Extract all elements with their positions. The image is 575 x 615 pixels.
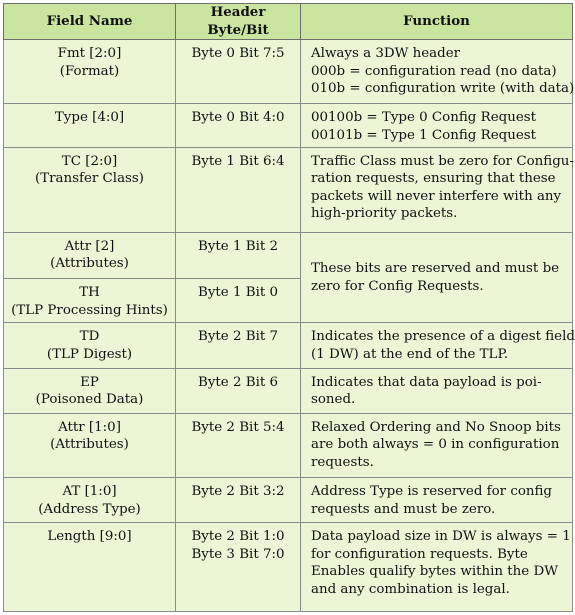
table-row (4, 523, 573, 612)
function-cell-line: packets will never interfere with any (311, 188, 562, 204)
byte-bit-cell (176, 104, 301, 147)
function-cell-line: Data payload size in DW is always = 1 (311, 529, 571, 545)
field-name-cell (4, 40, 176, 104)
byte-bit-cell-line: Byte 2 Bit 1:0 (191, 529, 285, 545)
byte-bit-cell-line: Byte 1 Bit 2 (197, 238, 279, 254)
field-name-cell-line: (Transfer Class) (34, 171, 145, 187)
function-cell-line: are both always = 0 in configuration (311, 437, 560, 453)
function-cell-line: zero for Config Requests. (311, 278, 484, 294)
function-cell-line: requests and must be zero. (311, 501, 496, 517)
field-name-cell-line: Attr [1:0] (58, 419, 121, 435)
table-row (4, 413, 573, 477)
field-name-cell (4, 232, 176, 278)
function-cell-line: soned. (311, 392, 356, 408)
function-cell-line: Relaxed Ordering and No Snoop bits (311, 419, 561, 435)
field-name-cell-line: (Poisoned Data) (35, 392, 144, 408)
field-name-cell (4, 279, 176, 323)
function-cell (301, 478, 573, 523)
header-function: Function (301, 4, 573, 40)
byte-bit-cell-line: Byte 2 Bit 5:4 (191, 419, 285, 435)
function-cell-line: Traffic Class must be zero for Configu- (311, 153, 574, 169)
field-name-cell-line: (Address Type) (38, 501, 141, 517)
function-cell (301, 523, 573, 612)
function-cell (301, 147, 573, 232)
field-name-cell (4, 323, 176, 368)
field-name-cell (4, 368, 176, 413)
function-cell (301, 232, 573, 322)
function-cell-line: high-priority packets. (311, 206, 458, 222)
byte-bit-cell (176, 147, 301, 232)
byte-bit-cell-line: Byte 0 Bit 7:5 (191, 46, 285, 61)
function-cell-line: These bits are reserved and must be (311, 261, 560, 277)
table-body (4, 40, 573, 612)
function-cell (301, 323, 573, 368)
byte-bit-cell-line: Byte 3 Bit 7:0 (191, 546, 285, 562)
table-row (4, 147, 573, 232)
byte-bit-cell-line: Byte 0 Bit 4:0 (191, 110, 285, 126)
field-name-cell-line: TC [2:0] (61, 153, 118, 169)
function-cell-line: (1 DW) at the end of the TLP. (311, 346, 508, 362)
byte-bit-cell (176, 368, 301, 413)
field-name-cell-line: TH (79, 285, 100, 301)
byte-bit-cell (176, 232, 301, 278)
function-cell-line: ration requests, ensuring that these (311, 171, 556, 187)
table-row (4, 104, 573, 147)
field-name-cell-line: TD (79, 329, 100, 345)
function-cell-line: Enables qualify bytes within the DW (311, 564, 558, 580)
field-name-cell (4, 478, 176, 523)
field-name-cell-line: (Attributes) (50, 256, 129, 272)
field-name-cell-line: (TLP Processing Hints) (11, 302, 168, 318)
field-name-cell-line: Length [9:0] (47, 529, 132, 545)
field-name-cell (4, 523, 176, 612)
field-name-cell-line: (TLP Digest) (46, 346, 133, 362)
function-cell-line: Address Type is reserved for config (311, 484, 553, 500)
field-name-cell (4, 413, 176, 477)
function-cell (301, 413, 573, 477)
byte-bit-cell (176, 40, 301, 104)
table-header-row (4, 4, 573, 40)
byte-bit-cell (176, 279, 301, 323)
field-name-cell-line: Attr [2] (64, 238, 115, 254)
function-cell-line: for configuration requests. Byte (311, 546, 528, 562)
function-cell-line: 00100b = Type 0 Config Request (311, 110, 536, 126)
field-name-cell-line: (Attributes) (50, 437, 129, 453)
function-cell-line: Always a 3DW header (311, 46, 461, 61)
table-row (4, 323, 573, 368)
function-cell-line: 00101b = Type 1 Config Request (311, 127, 536, 143)
field-name-cell (4, 147, 176, 232)
byte-bit-cell-line: Byte 2 Bit 7 (197, 329, 279, 345)
function-cell-line: 010b = configuration write (with data) (311, 81, 575, 96)
field-name-cell-line: Type [4:0] (54, 110, 125, 126)
table-row (4, 40, 573, 104)
byte-bit-cell (176, 523, 301, 612)
field-name-cell-line: Fmt [2:0] (57, 46, 122, 61)
byte-bit-cell (176, 413, 301, 477)
table-row (4, 478, 573, 523)
field-name-cell-line: AT [1:0] (62, 484, 117, 500)
header-byte-bit: Header Byte/Bit (176, 4, 301, 40)
function-cell-line: Indicates the presence of a digest field (311, 329, 575, 345)
byte-bit-cell (176, 323, 301, 368)
function-cell-line: Indicates that data payload is poi- (311, 374, 542, 390)
field-name-cell-line: EP (80, 374, 99, 390)
byte-bit-cell-line: Byte 2 Bit 6 (197, 374, 279, 390)
function-cell (301, 40, 573, 104)
byte-bit-cell-line: Byte 1 Bit 0 (197, 285, 279, 301)
function-cell (301, 368, 573, 413)
table-row (4, 368, 573, 413)
function-cell-line: 000b = configuration read (no data) (311, 63, 557, 79)
byte-bit-cell-line: Byte 1 Bit 6:4 (191, 153, 285, 169)
header-field-name: Field Name (4, 4, 176, 40)
config-request-header-table (3, 3, 573, 612)
function-cell-line: and any combination is legal. (311, 581, 510, 597)
table-row (4, 232, 573, 278)
byte-bit-cell-line: Byte 2 Bit 3:2 (191, 484, 285, 500)
function-cell (301, 104, 573, 147)
field-name-cell-line: (Format) (59, 63, 120, 79)
field-name-cell (4, 104, 176, 147)
function-cell-line: requests. (311, 454, 374, 470)
byte-bit-cell (176, 478, 301, 523)
